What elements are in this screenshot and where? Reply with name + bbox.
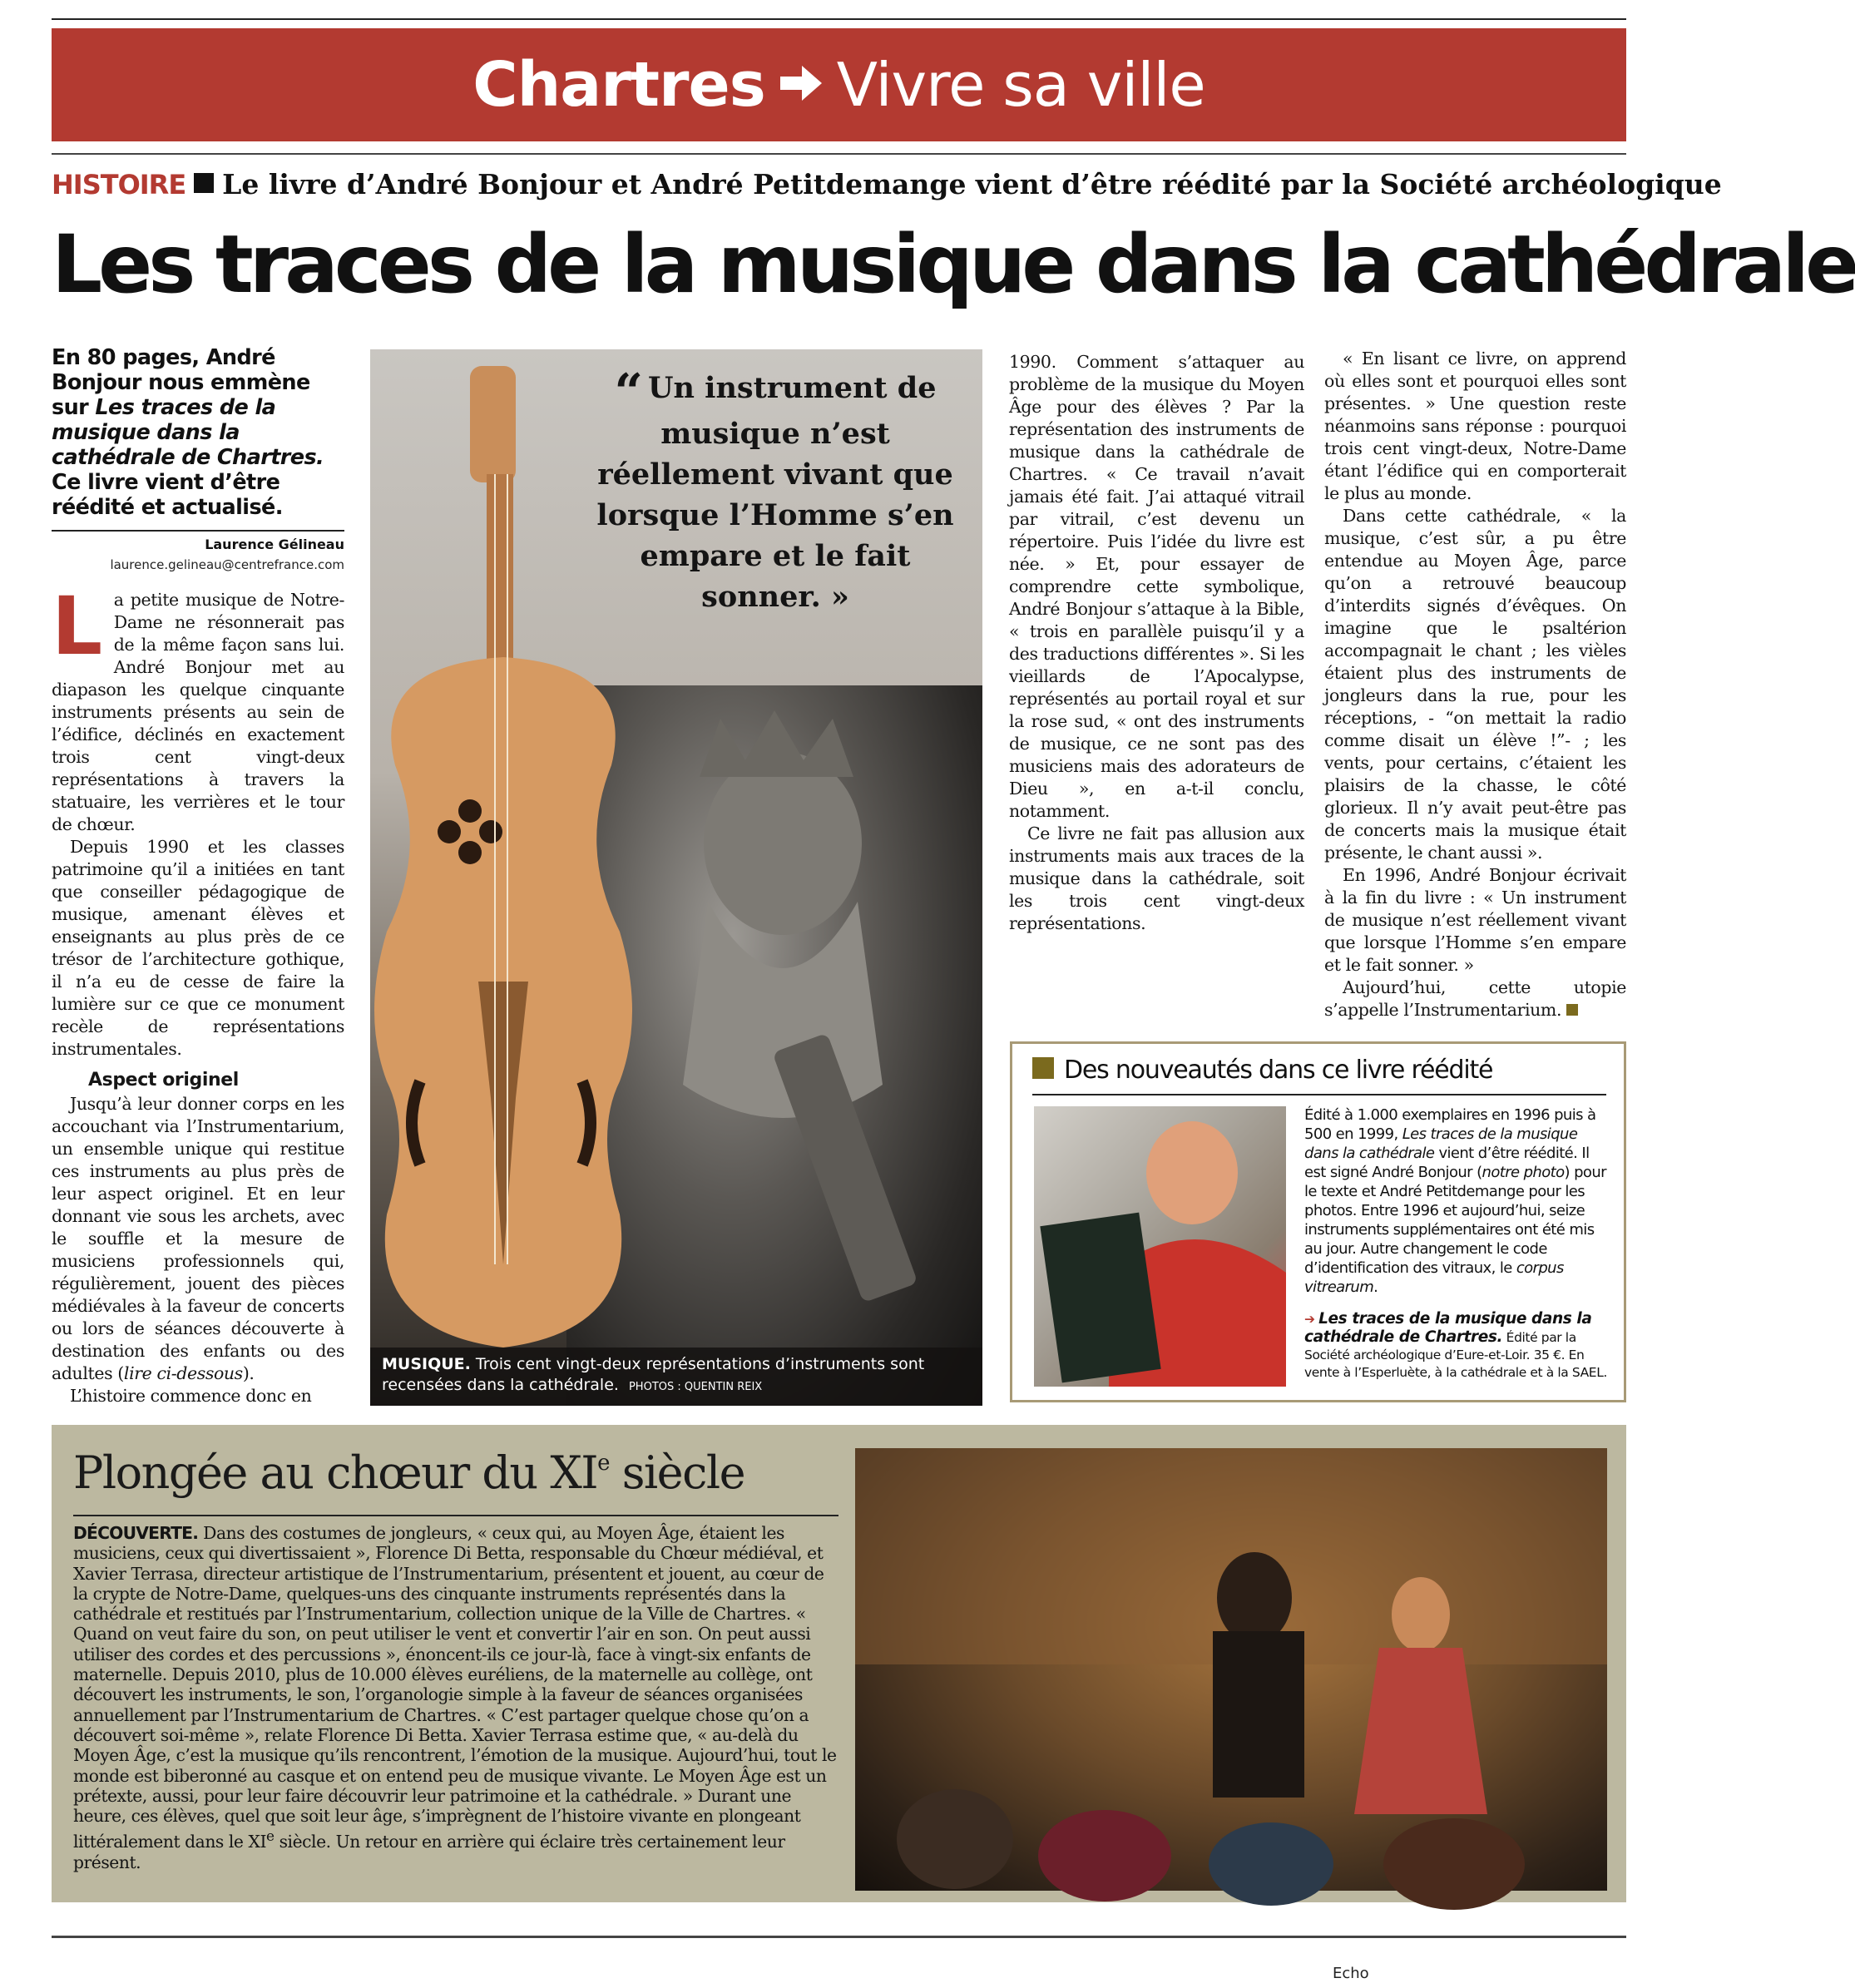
box-text-part: .: [1373, 1278, 1378, 1296]
box-text: [1304, 1105, 1612, 1297]
decouverte-text: [73, 1523, 838, 1872]
article-column-3: [1009, 351, 1304, 935]
chapo: [52, 345, 347, 520]
paragraph-text: a petite musique de Notre-Dame ne résonnerait pas de la même façon sans lui. André Bonjour met au diapason les quelque cinquante instruments présents au sein de l’édifice, déclinés en exactement trois cent vingt-deux représentations à travers la statuaire, les verrières et le tour de chœur.: [52, 590, 344, 834]
square-bullet-icon: [194, 173, 214, 193]
concert-photo: [855, 1448, 1607, 1891]
end-mark-icon: [1566, 1004, 1578, 1016]
paragraph-text: Jusqu’à leur donner corps en les accouchant via l’Instrumentarium, un ensemble unique qui restitue ces instruments au plus près de leur aspect originel. Et en leur donnant vie sous les archets, avec le souffle et la mesure de musiciens professionnels qui, régulièrement, jouent des pièces médiévales à la faveur de concerts ou lors de séances découverte à destination des enfants ou des adultes (: [52, 1094, 344, 1383]
book-reference-title: Les traces de la musique dans la cathédrale de Chartres.: [1304, 1310, 1592, 1346]
author-name: Laurence Gélineau: [205, 537, 344, 552]
caption-label: MUSIQUE.: [382, 1355, 471, 1373]
sidebar-box: [1010, 1041, 1626, 1402]
decouverte-rule: [73, 1515, 838, 1516]
paragraph: « En lisant ce livre, on apprend où elles sont et pourquoi elles sont présentes. » Une question reste néanmoins sans réponse : pourquoi trois cent vingt-deux, Notre-Dame étant l’édifice qui en comporterait le plus au monde.: [1324, 349, 1626, 503]
author-photo: [1034, 1106, 1286, 1387]
kicker-rubric: HISTOIRE: [52, 169, 186, 200]
paragraph: [1324, 977, 1626, 1021]
paragraph-text-end: ).: [242, 1363, 255, 1383]
decouverte-title: [73, 1446, 744, 1499]
paragraph: L’histoire commence donc en: [70, 1386, 312, 1406]
title-text-end: siècle: [609, 1446, 745, 1499]
title-sup: e: [597, 1451, 610, 1476]
kicker: [52, 168, 1722, 200]
title-text: Plongée au chœur du XI: [73, 1446, 598, 1499]
paragraph: Depuis 1990 et les classes patrimoine qu’il a initiées en tant que conseiller pédagogique de musique, amenant élèves et enseignants au plus près de ce trésor de l’architecture gothique, il n’a eu de cesse de faire la lumière sur ce que ce monument recèle de représentations instrumentales.: [52, 837, 344, 1059]
paragraph-italic: lire ci-dessous: [123, 1363, 243, 1383]
author-rule: [52, 530, 344, 532]
decouverte-band: [52, 1425, 1626, 1902]
headline: Les traces de la musique dans la cathédrale: [52, 218, 1855, 311]
pull-quote-text: Un instrument de musique n’est réellement vivant que lorsque l’Homme s’en empare et le fait sonner. »: [596, 371, 954, 614]
decouverte-body: Dans des costumes de jongleurs, « ceux qui, au Moyen Âge, étaient les musiciens, ceux qui divertissaient », Florence Di Betta, responsable du Chœur médiéval, et Xavier Terrasa, directeur artistique de l’Instrumentarium, présentent et jouent, au cœur de la crypte de Notre-Dame, quelques-uns des cinquante instruments représentés dans la cathédrale et restitués par l’Instrumentarium, collection unique de la Ville de Chartres. « Quand on veut faire du son, on peut utiliser le vent et convertir l’air en son. On peut aussi utiliser des cordes et des percussions », énoncent-ils ce jour-là, face à vingt-six enfants de maternelle. Depuis 2010, plus de 10.000 élèves euréliens, de la maternelle au collège, ont découvert les instruments, le son, l’organologie simple à la faveur de séances organisées annuellement par l’Instrumentarium de Chartres. « C’est partager quelque chose qu’on a découvert soi-même », relate Florence Di Betta. Xavier Terrasa estime que, « au-delà du Moyen Âge, c’est la musique qu’ils rencontrent, l’émotion de la musique. Aujourd’hui, tout le monde est biberonné au casque et on entend peu de musique vivante. Le Moyen Âge est un prétexte, aussi, pour leur faire découvrir leur patrimoine et la cathédrale. » Durant une heure, ces élèves, quel que soit leur âge, s’imprègnent de l’histoire vivante en plongeant littéralement dans le XI: [73, 1523, 837, 1852]
box-text-part: ) pour le texte et André Petitdemange pour les photos. Entre 1996 et aujourd’hui, seize instruments supplémentaires ont été mis au jour. Autre changement le code d’identification des vitraux, le: [1304, 1164, 1606, 1277]
article-column-1: [52, 580, 344, 1407]
article-column-4: [1324, 348, 1626, 1021]
photo-credit: PHOTOS : QUENTIN REIX: [628, 1381, 763, 1393]
pull-quote: [588, 363, 962, 617]
box-rule: [1032, 1094, 1606, 1095]
caption-text: Trois cent vingt-deux représentations d’instruments sont recensées dans la cathédrale.: [382, 1355, 925, 1394]
paragraph: 1990. Comment s’attaquer au problème de la musique du Moyen Âge pour des élèves ? Par la représentation des instruments de musique dans la cathédrale de Chartres. « Ce travail n’avait jamais été fait. J’ai attaqué vitrail par vitrail, c’est devenu un répertoire. Puis l’idée du livre est née. » Et, pour essayer de comprendre cette symbolique, André Bonjour s’attaque à la Bible, « trois en parallèle puisqu’il y a des traductions différentes ». Si les vieillards de l’Apocalypse, représentés au portail royal et sur la rose sud, « ont des instruments de musique, ce ne sont pas des musiciens mais des adorateurs de Dieu », en a-t-il conclu, notamment.: [1009, 352, 1304, 821]
paragraph: Ce livre ne fait pas allusion aux instruments mais aux traces de la musique dans la cathédrale, soit les trois cent vingt-deux représentations.: [1009, 823, 1304, 933]
edition-label: Echo: [1333, 1965, 1369, 1982]
bottom-rule: [52, 1936, 1626, 1938]
main-photo: [370, 349, 982, 1406]
decouverte-lead: DÉCOUVERTE.: [73, 1523, 199, 1543]
paragraph: [52, 580, 344, 836]
photo-caption: [370, 1348, 982, 1406]
chapo-book-title: Les traces de la musique dans la cathédrale de Chartres.: [52, 395, 324, 470]
arrow-right-icon: [777, 62, 825, 107]
box-title: [1032, 1056, 1492, 1085]
top-rule: [52, 18, 1626, 20]
square-bullet-icon: [1032, 1057, 1054, 1079]
section-banner: [52, 28, 1626, 141]
decouverte-body-end: siècle. Un retour en arrière qui éclaire très certainement leur présent.: [73, 1832, 785, 1872]
decouverte-sup: e: [266, 1827, 275, 1845]
box-text-part: vient d’être réédité. Il est signé André Bonjour (: [1304, 1145, 1590, 1181]
book-reference: [1304, 1310, 1612, 1382]
box-title-text: Des nouveautés dans ce livre réédité: [1064, 1056, 1493, 1085]
box-text-italic: Les traces de la musique dans la cathédrale: [1304, 1125, 1578, 1162]
chapo-text: En 80 pages, André Bonjour nous emmène sur: [52, 345, 310, 420]
book-reference-text: Édité par la Société archéologique d’Eure-et-Loir. 35 €. En vente à l’Esperluète, à la cathédrale et à la SAEL.: [1304, 1330, 1607, 1380]
author-email[interactable]: laurence.gelineau@centrefrance.com: [110, 557, 344, 572]
dropcap: L: [52, 580, 102, 673]
paragraph: En 1996, André Bonjour écrivait à la fin du livre : « Un instrument de musique n’est réellement vivant que lorsque l’Homme s’en empare et le fait sonner. »: [1324, 865, 1626, 975]
box-text-part: Édité à 1.000 exemplaires en 1996 puis à 500 en 1999,: [1304, 1106, 1596, 1143]
kicker-rule: [52, 153, 1626, 155]
paragraph: [52, 1093, 344, 1385]
kicker-text: Le livre d’André Bonjour et André Petitdemange vient d’être réédité par la Société archéologique: [222, 168, 1722, 200]
paragraph-text: Aujourd’hui, cette utopie s’appelle l’Instrumentarium.: [1324, 977, 1626, 1020]
subheading: Aspect originel: [88, 1070, 239, 1090]
paragraph: Dans cette cathédrale, « la musique, c’est sûr, a pu être entendue au Moyen Âge, parce qu’on a retrouvé beaucoup d’interdits signés d’évêques. On imagine que le psaltérion accompagnait le chant ; les vièles étaient plus des instruments de jongleurs dans la rue, pour les réceptions, - “on mettait la radio comme disait un élève !”- ; les vents, pour certains, c’étaient les plaisirs de la chasse, le côté glorieux. Il n’y avait peut-être pas de concerts mais la musique était présente, le chant aussi ».: [1324, 506, 1626, 863]
arrow-right-icon: ➔: [1304, 1312, 1315, 1327]
box-text-italic: corpus vitrearum: [1304, 1259, 1564, 1296]
banner-section: Vivre sa ville: [836, 50, 1205, 120]
quote-mark: “: [614, 363, 643, 422]
chapo-text-end: Ce livre vient d’être réédité et actualisé.: [52, 470, 283, 520]
banner-city: Chartres: [472, 49, 765, 121]
box-text-italic: notre photo: [1482, 1164, 1565, 1181]
